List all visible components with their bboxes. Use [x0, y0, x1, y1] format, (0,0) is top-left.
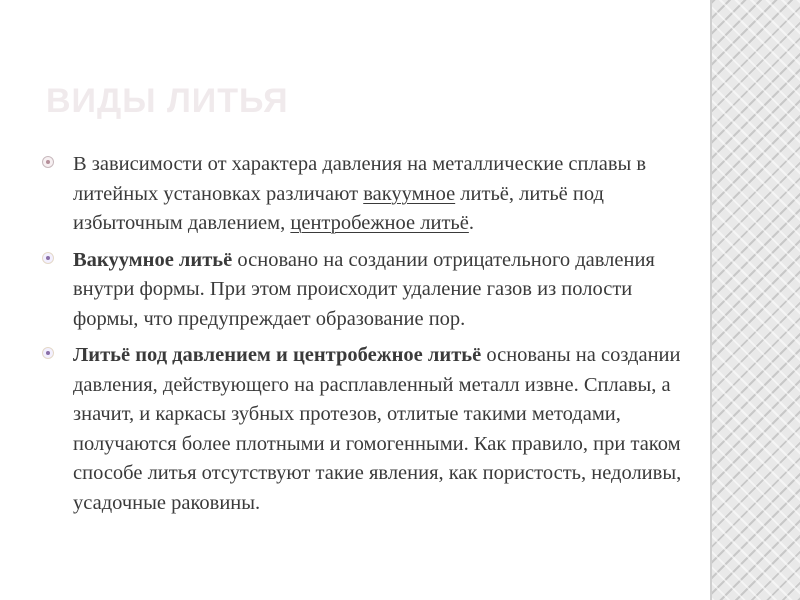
bullet-text-before: В зависимости от характера давления на металлические сплавы в литейных установках различают — [73, 153, 647, 205]
bullet-icon — [42, 347, 54, 359]
bullet-text-middle: литьё, литьё под избыточным давлением, — [73, 182, 604, 234]
bullet-icon — [42, 156, 54, 168]
slide-title: ВИДЫ ЛИТЬЯ — [46, 82, 289, 120]
bullet-item-vacuum-casting — [40, 246, 690, 335]
bullet-description: основаны на создании давления, действующего на расплавленный металл извне. Сплавы, а значит, и каркасы зубных протезов, отлитые такими методами, получаются более плотными и гомогенными. Как правило, при таком способе литья отсутствуют такие явления, как пористость, недоливы, усадочные раковины. — [73, 344, 682, 514]
bullet-bold-term: Вакуумное литьё — [73, 248, 233, 271]
link-centrifugal-casting[interactable]: центробежное литьё — [290, 212, 469, 234]
bullet-text-after: . — [468, 212, 474, 234]
bullet-item-casting-types — [40, 150, 690, 239]
bullet-list — [40, 150, 690, 525]
link-vacuum-casting[interactable]: вакуумное — [363, 182, 456, 205]
decorative-side-panel — [712, 0, 800, 600]
bullet-icon — [42, 252, 54, 264]
bullet-bold-term: Литьё под давлением и центробежное литьё — [73, 344, 482, 366]
bullet-item-pressure-centrifugal-casting — [40, 341, 690, 518]
bullet-description: основано на создании отрицательного давления внутри формы. При этом происходит удаление газов из полости формы, что предупреждает образование пор. — [73, 248, 655, 330]
